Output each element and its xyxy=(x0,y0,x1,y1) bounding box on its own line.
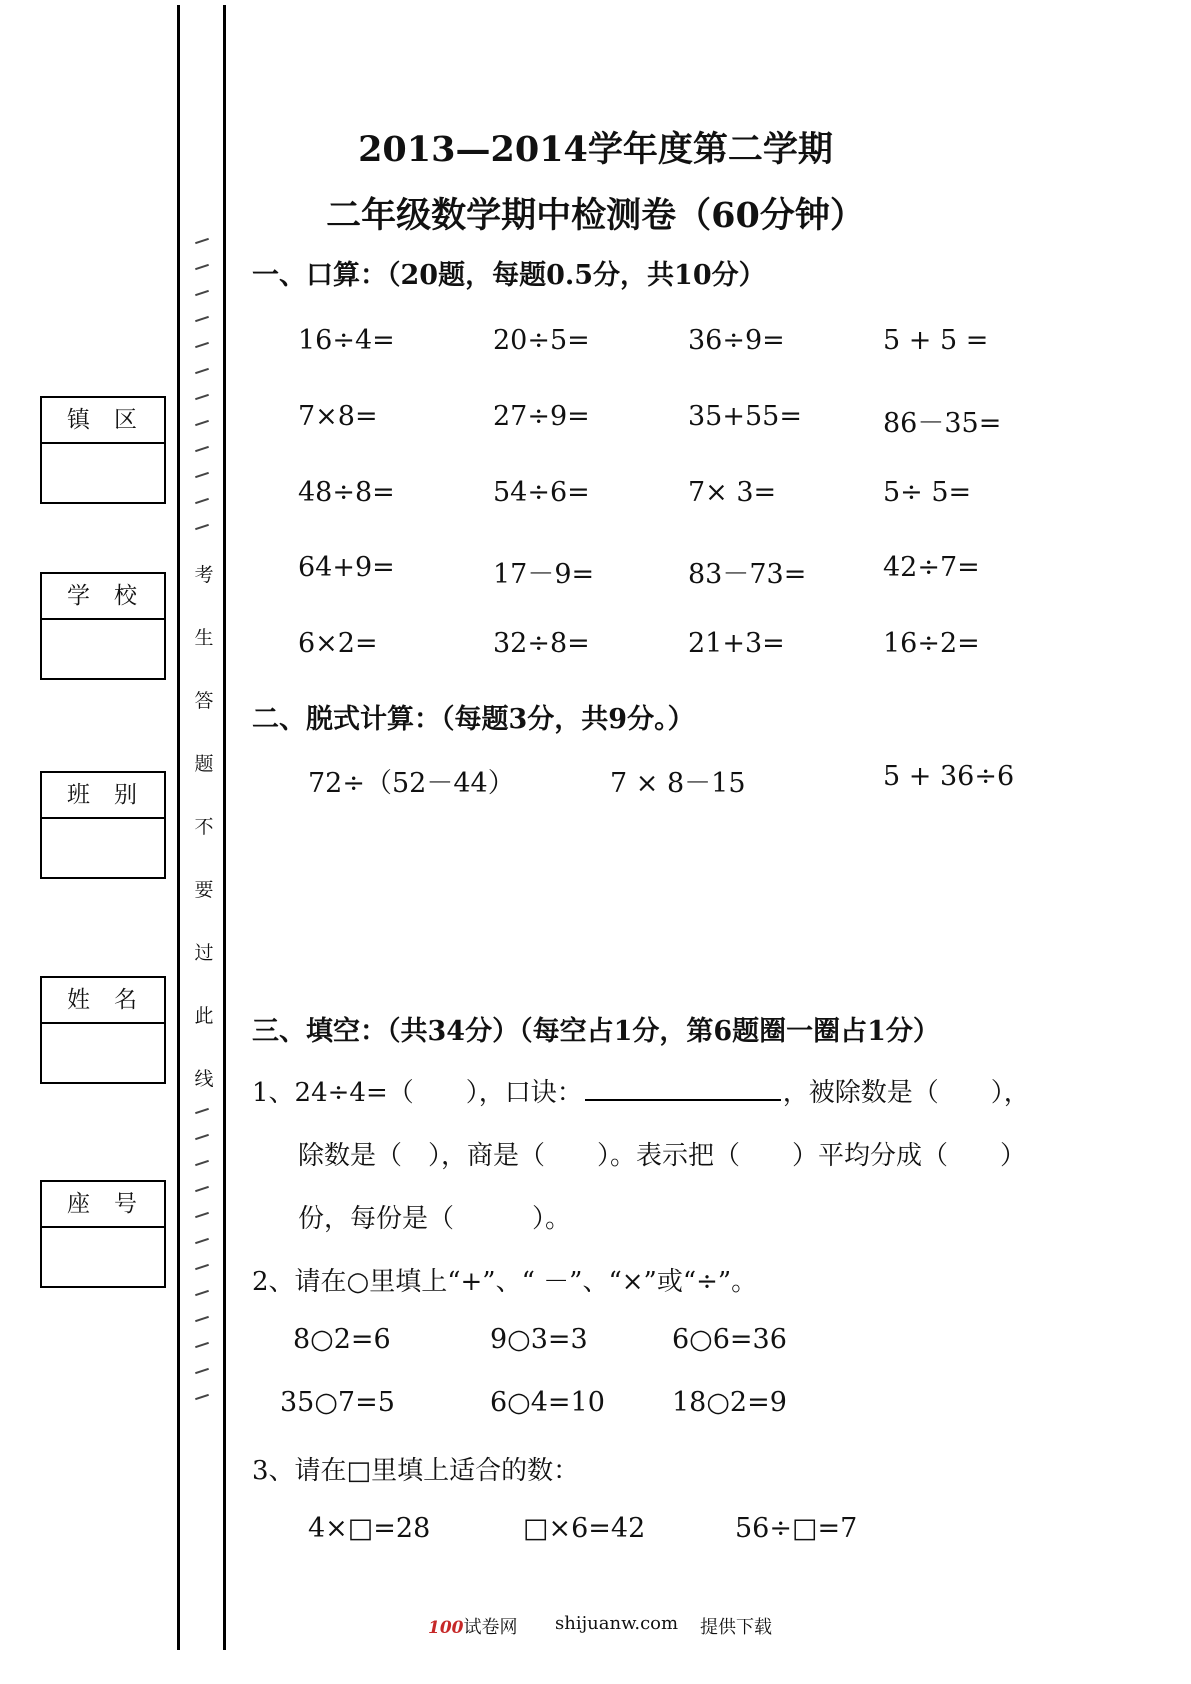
info-box-town[interactable] xyxy=(40,396,166,504)
info-box-school[interactable] xyxy=(40,572,166,680)
info-box-class[interactable] xyxy=(40,771,166,879)
oral-calc-item: 7× 3= xyxy=(688,477,777,508)
oral-calc-item: 5÷ 5= xyxy=(883,477,972,508)
oral-calc-item: 48÷8= xyxy=(298,477,395,508)
fill-question-3: 3、请在□里填上适合的数： xyxy=(252,1456,580,1486)
site-logo: 100 xyxy=(428,1618,464,1638)
section-2-heading: 二、脱式计算：（每题3分，共9分。） xyxy=(252,704,695,735)
info-box-name[interactable] xyxy=(40,976,166,1084)
notice-char: 答 xyxy=(194,690,214,712)
operator-item: 6○4=10 xyxy=(490,1387,605,1418)
oral-calc-item: 27÷9= xyxy=(493,401,590,432)
oral-calc-item: 36÷9= xyxy=(688,325,785,356)
info-box-label: 座号 xyxy=(42,1182,164,1228)
oral-calc-item: 5 + 5 = xyxy=(883,325,989,356)
oral-calc-item: 16÷4= xyxy=(298,325,395,356)
info-box-label: 姓名 xyxy=(42,978,164,1024)
footer-note: 提供下载 xyxy=(700,1617,772,1638)
oral-calc-item: 20÷5= xyxy=(493,325,590,356)
fill-question-2: 2、请在○里填上“+”、“ －”、“×”或“÷”。 xyxy=(252,1267,758,1297)
q1-text-part2: ，被除数是（ ）， xyxy=(782,1078,1030,1108)
missing-number-item: 4×□=28 xyxy=(308,1513,431,1544)
fill-question-1-line3: 份，每份是（ ）。 xyxy=(298,1204,572,1234)
oral-calc-item: 7×8= xyxy=(298,401,378,432)
operator-item: 18○2=9 xyxy=(672,1387,787,1418)
footer-domain: shijuanw.com xyxy=(555,1613,679,1634)
notice-char: 不 xyxy=(194,816,214,838)
notice-char: 线 xyxy=(194,1068,214,1090)
missing-number-item: 56÷□=7 xyxy=(735,1513,858,1544)
notice-char: 要 xyxy=(194,879,214,901)
notice-char: 过 xyxy=(194,942,214,964)
fill-question-1 xyxy=(252,1072,1030,1109)
notice-char: 生 xyxy=(194,627,214,649)
oral-calc-item: 35+55= xyxy=(688,401,802,432)
missing-number-item: □×6=42 xyxy=(523,1513,646,1544)
operator-item: 8○2=6 xyxy=(293,1324,391,1355)
oral-calc-item: 21+3= xyxy=(688,628,785,659)
binding-line-inner xyxy=(223,5,226,1650)
operator-item: 35○7=5 xyxy=(280,1387,395,1418)
oral-calc-item: 16÷2= xyxy=(883,628,980,659)
footer-brand xyxy=(428,1613,518,1639)
oral-calc-item: 32÷8= xyxy=(493,628,590,659)
info-box-label: 镇区 xyxy=(42,398,164,444)
section-1-heading: 一、口算：（20题，每题0.5分，共10分） xyxy=(252,260,766,291)
stepwise-calc-item: 5 + 36÷6 xyxy=(883,761,1015,792)
stepwise-calc-item: 7 × 8－15 xyxy=(610,768,746,799)
q1-text-part1: 1、24÷4=（ ），口诀： xyxy=(252,1078,583,1108)
oral-calc-item: 17－9= xyxy=(493,559,595,590)
answer-line[interactable] xyxy=(585,1073,781,1101)
oral-calc-item: 6×2= xyxy=(298,628,378,659)
oral-calc-item: 64+9= xyxy=(298,552,395,583)
oral-calc-item: 54÷6= xyxy=(493,477,590,508)
oral-calc-item: 83－73= xyxy=(688,559,807,590)
notice-char: 此 xyxy=(194,1005,214,1027)
oral-calc-item: 86－35= xyxy=(883,408,1002,439)
operator-item: 6○6=36 xyxy=(672,1324,787,1355)
notice-char: 题 xyxy=(194,753,214,775)
stepwise-calc-item: 72÷（52－44） xyxy=(308,768,515,799)
oral-calc-item: 42÷7= xyxy=(883,552,980,583)
page-title: 2013—2014学年度第二学期 xyxy=(358,129,833,170)
info-box-seat[interactable] xyxy=(40,1180,166,1288)
page-subtitle: 二年级数学期中检测卷（60分钟） xyxy=(326,195,865,236)
fill-question-1-line2: 除数是（ ），商是（ ）。表示把（ ）平均分成（ ） xyxy=(298,1141,1027,1171)
binding-line-outer xyxy=(177,5,180,1650)
operator-item: 9○3=3 xyxy=(490,1324,588,1355)
site-name: 试卷网 xyxy=(463,1617,518,1638)
notice-char: 考 xyxy=(194,564,214,586)
info-box-label: 班别 xyxy=(42,773,164,819)
info-box-label: 学校 xyxy=(42,574,164,620)
section-3-heading: 三、填空：（共34分）（每空占1分，第6题圈一圈占1分） xyxy=(252,1016,940,1047)
